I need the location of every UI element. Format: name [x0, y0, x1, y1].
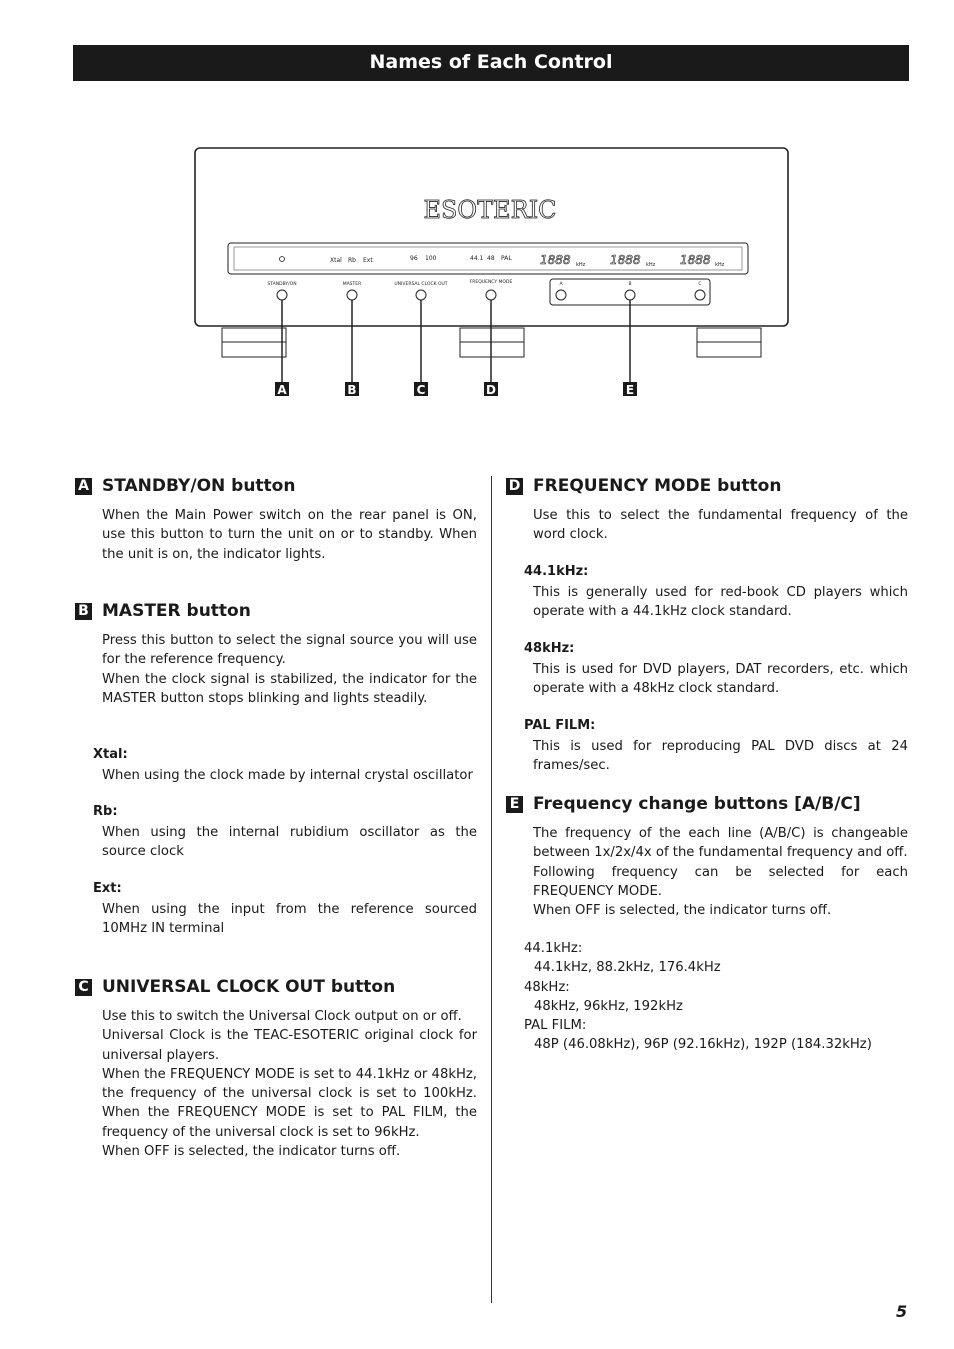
standby-button[interactable]	[277, 290, 287, 300]
display-xtal: Xtal	[330, 257, 342, 264]
display-freq-c: 1888	[680, 253, 711, 267]
front-panel-diagram	[190, 140, 790, 405]
list-item-label: 48kHz:	[524, 979, 570, 995]
display-48: 48	[487, 255, 495, 262]
section-letter: B	[75, 603, 92, 620]
list-item-value: 48P (46.08kHz), 96P (92.16kHz), 192P (184.32kHz)	[534, 1037, 872, 1053]
section-body	[102, 1007, 477, 1161]
sub-text-ext: When using the input from the reference sourced 10MHz IN terminal	[102, 902, 477, 937]
sub-label-xtal: Xtal:	[93, 747, 128, 762]
paragraph: When the Main Power switch on the rear panel is ON, use this button to turn the unit on or to standby. When the unit is on, the indicator lights.	[102, 508, 477, 562]
freq-a-button[interactable]	[556, 290, 566, 300]
callout-b: B	[347, 383, 357, 397]
paragraph: The frequency of the each line (A/B/C) is changeable between 1x/2x/4x of the fundamental frequency and off.	[533, 826, 908, 861]
callout-c: C	[416, 383, 426, 397]
sub-label-441: 44.1kHz:	[524, 564, 589, 579]
callout-d: D	[486, 383, 496, 397]
paragraph: Use this to switch the Universal Clock output on or off.	[102, 1009, 462, 1024]
display-freq-b: 1888	[610, 253, 641, 267]
label-universal: UNIVERSAL CLOCK OUT	[394, 282, 448, 287]
sub-text-441: This is generally used for red-book CD players which operate with a 44.1kHz clock standard.	[533, 585, 908, 620]
label-freq-mode: FREQUENCY MODE	[469, 280, 513, 285]
sub-text-rb: When using the internal rubidium oscillator as the source clock	[102, 825, 477, 860]
sub-label-pal: PAL FILM:	[524, 718, 596, 733]
section-heading: UNIVERSAL CLOCK OUT button	[102, 977, 396, 997]
label-master: MASTER	[342, 282, 362, 287]
section-body	[102, 506, 477, 564]
display-441: 44.1	[470, 255, 484, 262]
display-rb: Rb	[348, 257, 356, 264]
display-ext: Ext	[363, 257, 373, 264]
universal-clock-button[interactable]	[416, 290, 426, 300]
column-divider	[491, 476, 492, 1303]
display-unit-c: kHz	[715, 262, 725, 268]
label-a: A	[559, 282, 563, 287]
page-title: Names of Each Control	[369, 51, 613, 73]
list-item-value: 48kHz, 96kHz, 192kHz	[534, 998, 683, 1014]
callout-a: A	[277, 383, 287, 397]
section-heading: FREQUENCY MODE button	[533, 476, 782, 496]
paragraph: When the clock signal is stabilized, the indicator for the MASTER button stops blinking and lights steadily.	[102, 671, 477, 706]
list-item-label: 44.1kHz:	[524, 941, 583, 956]
frequency-list	[524, 939, 872, 1055]
freq-c-button[interactable]	[695, 290, 705, 300]
display-pal: PAL	[501, 255, 512, 262]
section-body	[102, 631, 477, 708]
freq-b-button[interactable]	[625, 290, 635, 300]
sub-text-pal: This is used for reproducing PAL DVD discs at 24 frames/sec.	[533, 739, 908, 774]
display-unit-b: kHz	[646, 262, 656, 268]
section-letter: E	[506, 796, 523, 813]
label-c: C	[698, 282, 702, 287]
display-96: 96	[410, 255, 418, 262]
section-heading: STANDBY/ON button	[102, 476, 296, 496]
sub-label-48: 48kHz:	[524, 641, 575, 656]
section-letter: C	[75, 979, 92, 996]
paragraph: When OFF is selected, the indicator turns off.	[102, 1144, 401, 1160]
section-body	[533, 824, 908, 920]
label-b: B	[628, 282, 632, 287]
section-heading: MASTER button	[102, 601, 251, 621]
display-100: 100	[425, 255, 437, 262]
section-body: Use this to select the fundamental frequency of the word clock.	[533, 508, 908, 543]
section-letter: A	[75, 478, 92, 495]
display-freq-a: 1888	[540, 253, 571, 267]
master-button[interactable]	[347, 290, 357, 300]
sub-text-48: This is used for DVD players, DAT recorders, etc. which operate with a 48kHz clock standard.	[533, 662, 908, 697]
paragraph: Press this button to select the signal source you will use for the reference frequency.	[102, 633, 477, 668]
sub-text-xtal: When using the clock made by internal crystal oscillator	[102, 768, 473, 783]
paragraph: When OFF is selected, the indicator turns off.	[533, 903, 832, 919]
sub-label-ext: Ext:	[93, 881, 122, 896]
section-letter: D	[506, 478, 523, 495]
callout-e: E	[625, 383, 635, 397]
page-number: 5	[896, 1302, 908, 1321]
list-item-label: PAL FILM:	[524, 1018, 587, 1034]
label-standby: STANDBY/ON	[267, 282, 297, 287]
list-item-value: 44.1kHz, 88.2kHz, 176.4kHz	[534, 960, 721, 976]
paragraph: Universal Clock is the TEAC-ESOTERIC original clock for universal players.	[102, 1028, 477, 1063]
section-heading: Frequency change buttons [A/B/C]	[533, 794, 861, 814]
page-title-bar	[73, 45, 909, 81]
display-unit-a: kHz	[576, 262, 586, 268]
brand-logo: ESOTERIC	[423, 196, 557, 224]
paragraph: Following frequency can be selected for each FREQUENCY MODE.	[533, 864, 908, 899]
sub-label-rb: Rb:	[93, 804, 118, 819]
paragraph: When the FREQUENCY MODE is set to 44.1kHz or 48kHz, the frequency of the universal clock is set to 100kHz. When the FREQUENCY MODE is set to PAL FILM, the frequency of the universal clock is set to 96kHz.	[102, 1066, 477, 1140]
frequency-mode-button[interactable]	[486, 290, 496, 300]
